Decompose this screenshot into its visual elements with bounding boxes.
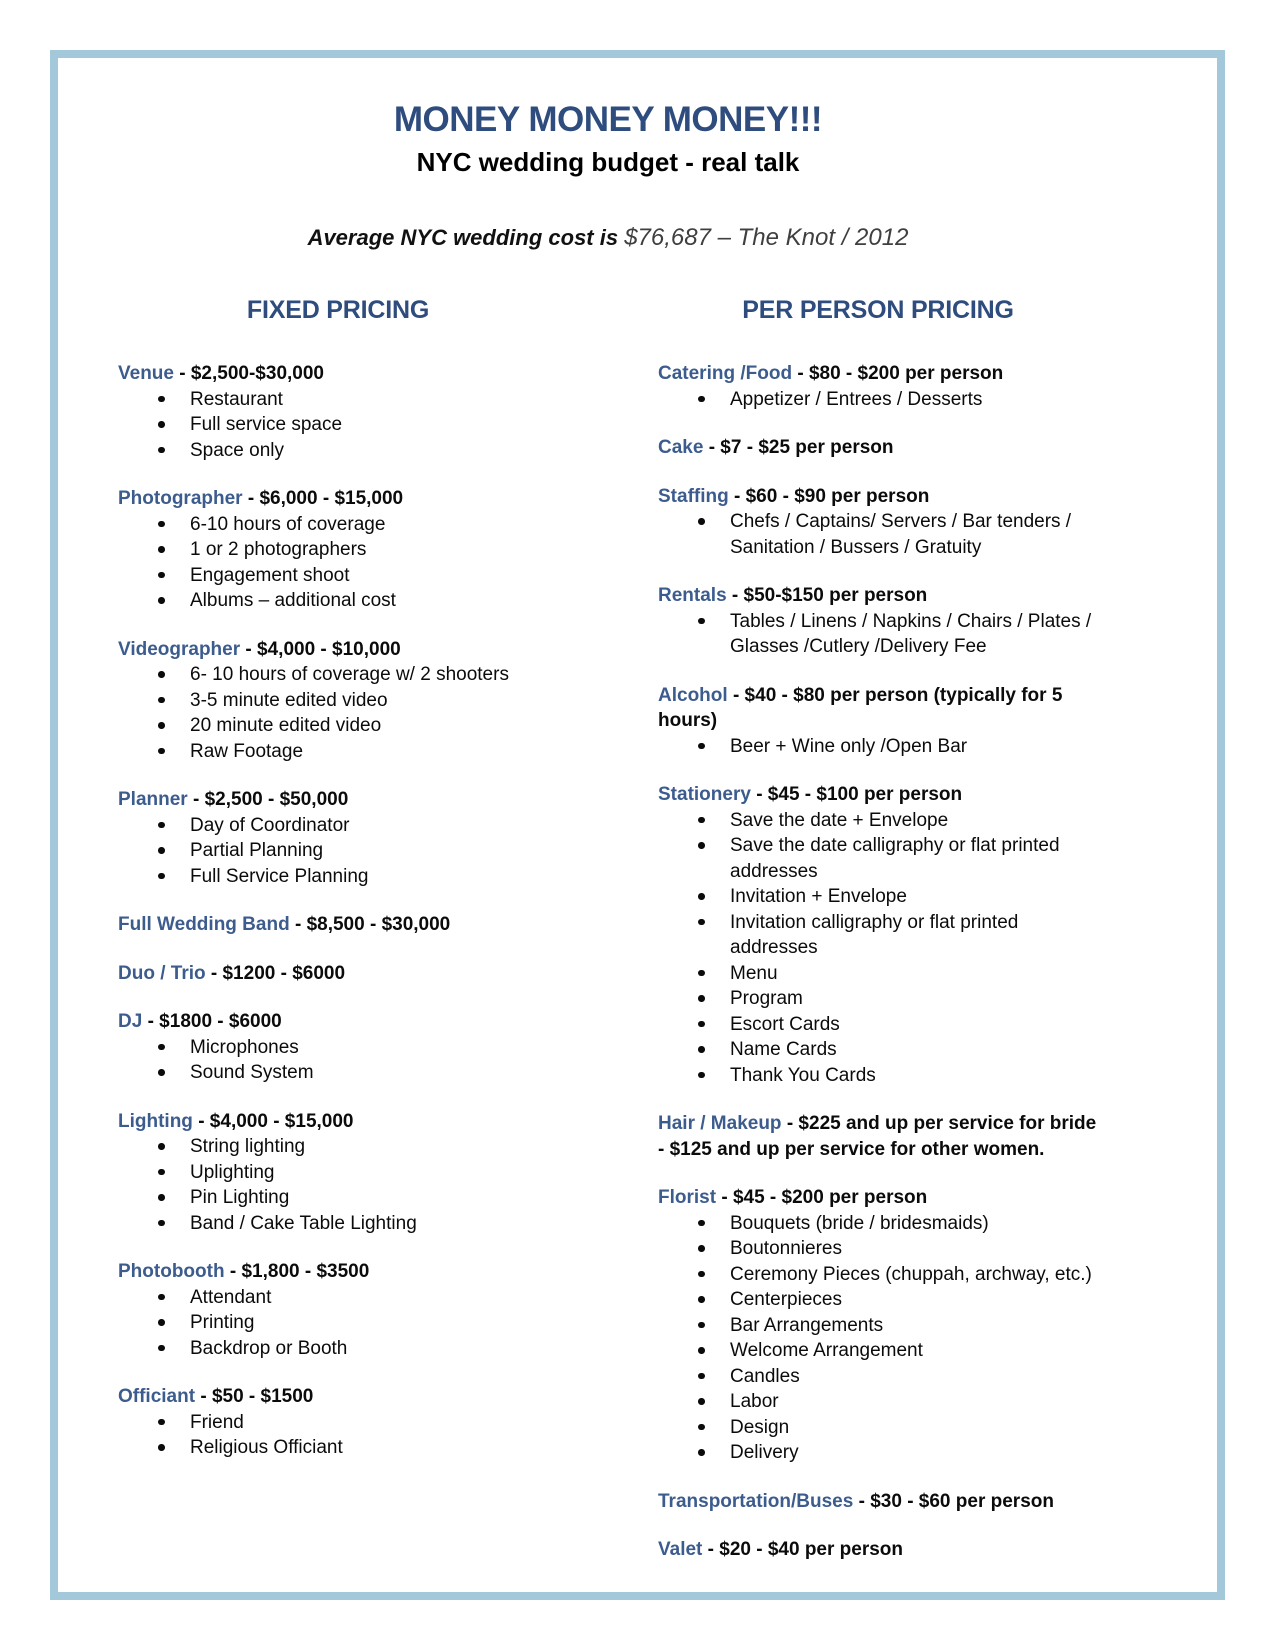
bullet-text: Day of Coordinator [190, 814, 350, 836]
bullet-text: Candles [730, 1365, 800, 1387]
bullet-text: Space only [190, 439, 285, 461]
bullet-item [658, 1287, 1098, 1313]
category-price: - $6,000 - $15,000 [242, 488, 404, 509]
category-items [658, 1211, 1098, 1466]
category-label: Officiant [118, 1386, 196, 1407]
bullet-icon [698, 396, 705, 403]
bullet-item [658, 1063, 1098, 1089]
bullet-text: Design [730, 1416, 790, 1438]
fixed-pricing-column [118, 296, 558, 1484]
category-price: - $2,500 - $50,000 [187, 789, 349, 810]
pricing-section [118, 1259, 558, 1361]
bullet-item [118, 1211, 558, 1237]
bullet-text: Albums – additional cost [190, 590, 396, 611]
category-price: - $50-$150 per person [726, 585, 928, 606]
category-label: Transportation/Buses [658, 1490, 854, 1512]
category-line [658, 1111, 1102, 1162]
bullet-text: Thank You Cards [730, 1064, 876, 1086]
bullet-icon [158, 722, 165, 729]
pricing-section [658, 1111, 1102, 1162]
page-subtitle: NYC wedding budget - real talk [416, 147, 800, 177]
bullet-icon [158, 822, 165, 829]
bullet-text: Sound System [190, 1062, 314, 1083]
bullet-icon [698, 1220, 705, 1227]
bullet-text: Beer + Wine only /Open Bar [730, 735, 968, 757]
category-items [118, 1035, 558, 1086]
bullet-icon [698, 1072, 705, 1079]
bullet-icon [698, 1373, 705, 1380]
bullet-item [118, 1035, 558, 1061]
category-line [118, 637, 558, 663]
bullet-item [118, 588, 558, 614]
bullet-icon [698, 1449, 705, 1456]
bullet-item [118, 438, 558, 464]
pricing-section [658, 583, 1098, 660]
bullet-text: Friend [190, 1411, 244, 1433]
bullet-text: Backdrop or Booth [190, 1337, 348, 1359]
category-price: - $45 - $200 per person [716, 1187, 928, 1208]
bullet-icon [158, 396, 165, 403]
bullet-icon [698, 618, 705, 625]
bullet-text: Restaurant [190, 388, 283, 410]
category-items [658, 387, 1098, 413]
pricing-section [118, 1009, 558, 1086]
category-line [118, 361, 558, 387]
bullet-icon [158, 1169, 165, 1176]
bullet-item [658, 808, 1098, 834]
category-price: - $30 - $60 per person [853, 1490, 1054, 1512]
pricing-section [118, 912, 558, 938]
category-label: Full Wedding Band [118, 914, 290, 935]
pricing-section [658, 484, 1098, 561]
bullet-icon [158, 546, 165, 553]
category-line [118, 787, 558, 813]
bullet-item [658, 1313, 1098, 1339]
category-line [658, 782, 1098, 808]
category-items [658, 609, 1098, 660]
category-line [118, 1384, 558, 1410]
per-person-pricing-header: PER PERSON PRICING [742, 296, 1014, 324]
bullet-text: Pin Lighting [190, 1187, 290, 1208]
category-price: - $60 - $90 per person [728, 485, 930, 507]
category-items [118, 1285, 558, 1362]
category-price: - $2,500-$30,000 [173, 363, 324, 384]
bullet-item [658, 1415, 1098, 1441]
bullet-icon [158, 1319, 165, 1326]
category-price: - $225 and up per service for bride - $125 and up per service for other women. [658, 1113, 1102, 1160]
category-items [658, 808, 1098, 1089]
pricing-section [118, 1384, 558, 1461]
bullet-item [118, 1160, 558, 1186]
bullet-icon [158, 697, 165, 704]
category-line [658, 1185, 1098, 1211]
bullet-icon [158, 1143, 165, 1150]
bullet-text: Delivery [730, 1442, 799, 1463]
category-items [118, 512, 558, 614]
bullet-item [118, 688, 558, 714]
category-label: Videographer [118, 638, 241, 660]
bullet-text: 6-10 hours of coverage [190, 513, 386, 535]
pricing-section [658, 361, 1098, 412]
bullet-item [118, 864, 558, 890]
bullet-icon [158, 1044, 165, 1051]
bullet-text: Menu [730, 962, 778, 984]
bullet-icon [698, 1021, 705, 1028]
per-person-pricing-column [658, 296, 1102, 1586]
bullet-icon [158, 1419, 165, 1426]
bullet-item [658, 1037, 1098, 1063]
category-price: - $20 - $40 per person [702, 1539, 904, 1560]
bullet-item [118, 739, 558, 765]
pricing-section [118, 361, 558, 463]
bullet-icon [698, 1271, 705, 1278]
bullet-text: String lighting [190, 1136, 306, 1157]
category-line [658, 484, 1098, 510]
category-label: Hair / Makeup [658, 1113, 782, 1134]
bullet-icon [698, 995, 705, 1002]
category-label: Photographer [118, 488, 243, 509]
category-label: Alcohol [658, 684, 728, 706]
category-line [658, 583, 1098, 609]
category-items [118, 387, 558, 464]
bullet-item [658, 961, 1098, 987]
bullet-text: Attendant [190, 1286, 272, 1308]
category-label: Valet [658, 1539, 703, 1560]
bullet-text: Ceremony Pieces (chuppah, archway, etc.) [730, 1263, 1092, 1285]
category-price: - $50 - $1500 [195, 1386, 314, 1407]
bullet-text: 20 minute edited video [190, 715, 382, 736]
category-label: Duo / Trio [118, 962, 206, 984]
bullet-text: Partial Planning [190, 840, 324, 861]
bullet-item [118, 1435, 558, 1461]
bullet-item [118, 838, 558, 864]
bullet-text: Invitation calligraphy or flat printed addresses [730, 911, 1019, 958]
category-items [118, 1410, 558, 1461]
bullet-item [658, 1364, 1098, 1390]
bullet-icon [698, 893, 705, 900]
bullet-item [658, 387, 1098, 413]
bullet-item [658, 1211, 1098, 1237]
bullet-item [658, 833, 1098, 884]
bullet-icon [698, 1245, 705, 1252]
bullet-icon [158, 1220, 165, 1227]
category-label: Rentals [658, 585, 727, 606]
pricing-section [118, 486, 558, 614]
category-price: - $8,500 - $30,000 [289, 914, 451, 935]
bullet-item [658, 986, 1098, 1012]
pricing-columns [118, 296, 1102, 1586]
bullet-icon [698, 1424, 705, 1431]
bullet-item [118, 1185, 558, 1211]
pricing-section [118, 787, 558, 889]
bullet-item [118, 1134, 558, 1160]
bullet-text: Invitation + Envelope [730, 886, 907, 907]
average-cost-tagline [118, 224, 1098, 252]
bullet-text: Appetizer / Entrees / Desserts [730, 388, 983, 410]
bullet-text: Bar Arrangements [730, 1314, 884, 1336]
bullet-icon [158, 671, 165, 678]
bullet-icon [158, 521, 165, 528]
bullet-item [118, 713, 558, 739]
bullet-icon [698, 1398, 705, 1405]
category-line [118, 1259, 558, 1285]
bullet-icon [698, 743, 705, 750]
category-line [118, 912, 558, 938]
bullet-item [118, 1310, 558, 1336]
bullet-item [118, 512, 558, 538]
bullet-item [658, 609, 1098, 660]
category-label: Staffing [658, 485, 729, 507]
category-price: - $4,000 - $10,000 [240, 638, 401, 660]
category-label: DJ [118, 1011, 143, 1032]
bullet-text: Save the date + Envelope [730, 809, 949, 831]
bullet-icon [698, 1347, 705, 1354]
category-line [118, 961, 558, 987]
bullet-text: Uplighting [190, 1161, 275, 1183]
bullet-icon [158, 1345, 165, 1352]
fixed-pricing-sections [118, 361, 558, 1461]
bullet-item [658, 509, 1098, 560]
bullet-icon [158, 873, 165, 880]
bullet-item [658, 1338, 1098, 1364]
category-items [118, 662, 558, 764]
category-price: - $7 - $25 per person [703, 437, 894, 458]
bullet-icon [698, 1046, 705, 1053]
category-price: - $1200 - $6000 [205, 962, 346, 984]
document-content [118, 100, 1102, 1586]
bullet-text: Name Cards [730, 1039, 837, 1060]
bullet-icon [698, 970, 705, 977]
bullet-item [118, 1336, 558, 1362]
category-items [658, 734, 1098, 760]
category-line [118, 486, 558, 512]
category-price: - $1,800 - $3500 [224, 1261, 370, 1282]
bullet-item [118, 1060, 558, 1086]
bullet-item [118, 387, 558, 413]
category-line [118, 1009, 558, 1035]
bullet-text: Religious Officiant [190, 1437, 343, 1458]
pricing-section [118, 637, 558, 765]
category-label: Catering /Food [658, 363, 793, 384]
bullet-icon [158, 421, 165, 428]
category-label: Cake [658, 437, 704, 458]
bullet-icon [698, 1322, 705, 1329]
bullet-icon [698, 919, 705, 926]
category-line [658, 683, 1098, 734]
bullet-icon [698, 817, 705, 824]
category-price: - $1800 - $6000 [142, 1011, 282, 1032]
category-label: Stationery [658, 784, 751, 805]
bullet-text: 1 or 2 photographers [190, 539, 367, 560]
pricing-section [118, 961, 558, 987]
bullet-text: 6- 10 hours of coverage w/ 2 shooters [190, 664, 509, 685]
page-title: MONEY MONEY MONEY!!! [393, 100, 823, 139]
bullet-text: Printing [190, 1312, 255, 1333]
category-label: Florist [658, 1187, 717, 1208]
bullet-icon [158, 1069, 165, 1076]
bullet-item [658, 1389, 1098, 1415]
tagline-prefix: Average NYC wedding cost is [307, 225, 625, 250]
bullet-item [658, 1012, 1098, 1038]
bullet-icon [698, 518, 705, 525]
bullet-text: Tables / Linens / Napkins / Chairs / Plates / Glasses /Cutlery /Delivery Fee [730, 610, 1092, 657]
category-line [658, 361, 1098, 387]
bullet-item [658, 910, 1098, 961]
bullet-item [658, 1440, 1098, 1466]
bullet-item [118, 412, 558, 438]
pricing-section [658, 435, 1098, 461]
bullet-text: Labor [730, 1391, 779, 1412]
category-line [658, 1489, 1098, 1515]
bullet-item [658, 1236, 1098, 1262]
category-line [658, 1537, 1098, 1563]
category-price: - $40 - $80 per person (typically for 5 hours) [658, 684, 1068, 731]
bullet-text: 3-5 minute edited video [190, 689, 388, 711]
pricing-section [658, 782, 1098, 1088]
bullet-text: Boutonnieres [730, 1238, 842, 1259]
category-line [658, 435, 1098, 461]
bullet-text: Engagement shoot [190, 564, 350, 586]
category-label: Venue [118, 363, 174, 384]
pricing-section [658, 1489, 1098, 1515]
bullet-icon [158, 1194, 165, 1201]
bullet-text: Raw Footage [190, 740, 304, 762]
category-items [118, 1134, 558, 1236]
bullet-text: Escort Cards [730, 1013, 840, 1035]
category-items [658, 509, 1098, 560]
category-label: Planner [118, 789, 188, 810]
bullet-text: Full service space [190, 414, 343, 435]
bullet-icon [158, 572, 165, 579]
bullet-item [658, 1262, 1098, 1288]
bullet-text: Bouquets (bride / bridesmaids) [730, 1212, 989, 1234]
fixed-pricing-header: FIXED PRICING [246, 296, 430, 324]
category-price: - $45 - $100 per person [750, 784, 963, 805]
bullet-icon [158, 1444, 165, 1451]
bullet-icon [698, 842, 705, 849]
category-items [118, 813, 558, 890]
tagline-value: $76,687 – The Knot / 2012 [624, 224, 909, 251]
bullet-text: Centerpieces [730, 1289, 842, 1310]
category-price: - $80 - $200 per person [792, 363, 1004, 384]
bullet-item [118, 537, 558, 563]
bullet-icon [158, 447, 165, 454]
bullet-icon [158, 597, 165, 604]
category-label: Photobooth [118, 1261, 225, 1282]
bullet-icon [158, 748, 165, 755]
pricing-section [658, 1537, 1098, 1563]
bullet-text: Chefs / Captains/ Servers / Bar tenders / Sanitation / Bussers / Gratuity [730, 511, 1072, 558]
bullet-item [658, 884, 1098, 910]
bullet-item [118, 563, 558, 589]
category-line [118, 1109, 558, 1135]
pricing-section [658, 683, 1098, 760]
bullet-text: Full Service Planning [190, 865, 369, 887]
pricing-section [658, 1185, 1098, 1466]
pricing-section [118, 1109, 558, 1237]
category-label: Lighting [118, 1110, 193, 1132]
bullet-item [118, 1410, 558, 1436]
category-price: - $4,000 - $15,000 [192, 1110, 354, 1132]
bullet-item [118, 1285, 558, 1311]
bullet-text: Welcome Arrangement [730, 1340, 923, 1361]
bullet-item [118, 662, 558, 688]
bullet-text: Microphones [190, 1036, 299, 1058]
bullet-item [118, 813, 558, 839]
bullet-icon [698, 1296, 705, 1303]
bullet-item [658, 734, 1098, 760]
bullet-text: Band / Cake Table Lighting [190, 1212, 417, 1234]
bullet-icon [158, 1294, 165, 1301]
bullet-text: Program [730, 988, 803, 1009]
bullet-icon [158, 847, 165, 854]
per-person-pricing-sections [658, 361, 1102, 1563]
bullet-text: Save the date calligraphy or flat printed addresses [730, 835, 1060, 882]
